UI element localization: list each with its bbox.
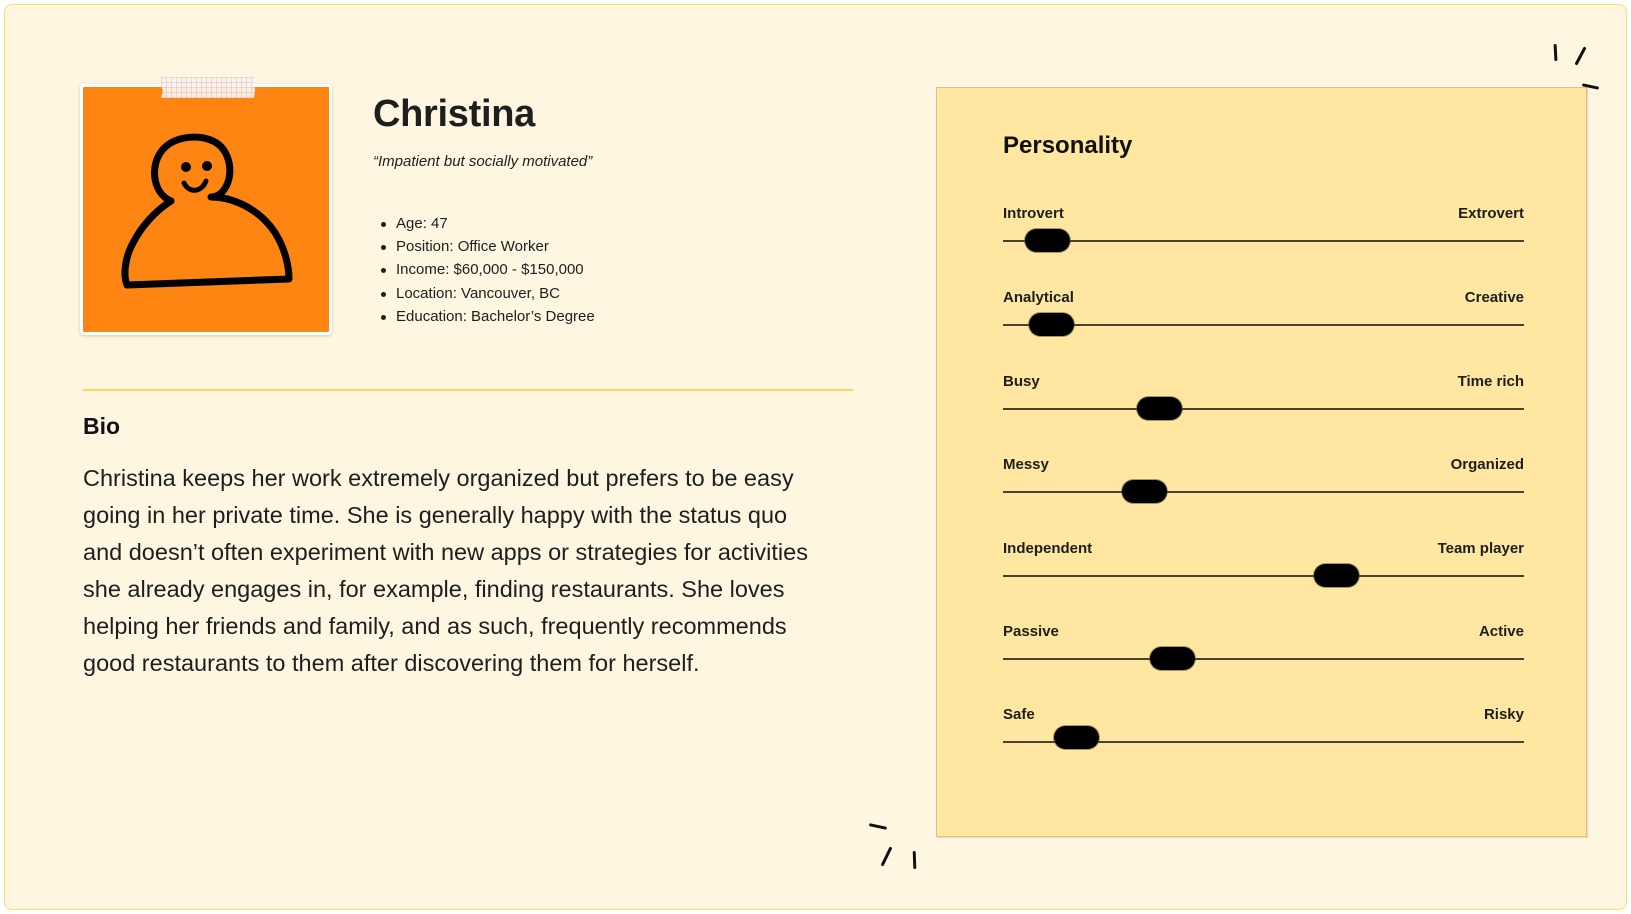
trait-right-label: Time rich: [1457, 373, 1524, 390]
trait-messy-organized: [1003, 456, 1524, 506]
persona-canvas: [4, 4, 1627, 910]
trait-right-label: Team player: [1437, 540, 1524, 557]
sparkle-stroke-icon: [1574, 46, 1586, 65]
section-divider: [83, 389, 853, 391]
persona-name: Christina: [373, 93, 535, 135]
fact-age: Age: 47: [379, 212, 595, 235]
trait-left-label: Independent: [1003, 540, 1093, 557]
slider-track[interactable]: [1003, 491, 1524, 493]
slider-track[interactable]: [1003, 240, 1524, 242]
hand-drawn-person-icon: [83, 87, 329, 332]
slider-knob[interactable]: [1122, 480, 1167, 503]
trait-right-label: Extrovert: [1458, 205, 1524, 222]
trait-left-label: Messy: [1003, 456, 1049, 473]
bullet-icon: [381, 245, 386, 250]
slider-track[interactable]: [1003, 408, 1524, 410]
slider-knob[interactable]: [1314, 564, 1359, 587]
trait-busy-timerich: [1003, 373, 1524, 423]
persona-quote: “Impatient but socially motivated”: [373, 153, 593, 170]
personality-card: [936, 87, 1587, 837]
bio-text: Christina keeps her work extremely organized but prefers to be easy going in her private time. She is generally happy with the status quo and doesn’t often experiment with new apps or strategies for activities she already engages in, for example, finding restaurants. She loves helping her friends and family, and as such, frequently recommends good restaurants to them after discovering them for herself.: [83, 465, 808, 676]
sparkle-stroke-icon: [881, 846, 893, 866]
slider-track[interactable]: [1003, 658, 1524, 660]
slider-track[interactable]: [1003, 324, 1524, 326]
trait-left-label: Busy: [1003, 373, 1040, 390]
avatar: [83, 87, 329, 332]
sparkle-stroke-icon: [869, 823, 887, 830]
trait-passive-active: [1003, 623, 1524, 673]
sparkle-stroke-icon: [913, 851, 917, 869]
bullet-icon: [381, 222, 386, 227]
trait-left-label: Introvert: [1003, 205, 1064, 222]
fact-location: Location: Vancouver, BC: [379, 282, 595, 305]
trait-analytical-creative: [1003, 289, 1524, 339]
trait-right-label: Active: [1478, 623, 1524, 640]
bio-heading: Bio: [83, 413, 121, 439]
bullet-icon: [381, 315, 386, 320]
trait-right-label: Risky: [1483, 706, 1524, 723]
slider-knob[interactable]: [1054, 726, 1099, 749]
trait-left-label: Safe: [1003, 706, 1035, 723]
trait-introvert-extrovert: [1003, 205, 1524, 255]
personality-heading: Personality: [1003, 132, 1133, 159]
trait-right-label: Organized: [1450, 456, 1524, 473]
slider-knob[interactable]: [1025, 229, 1070, 252]
fact-education: Education: Bachelor’s Degree: [379, 305, 595, 328]
trait-left-label: Passive: [1003, 623, 1059, 640]
tape-decoration: [161, 77, 255, 98]
persona-photo: [80, 84, 332, 335]
slider-knob[interactable]: [1150, 647, 1195, 670]
bullet-icon: [381, 268, 386, 273]
sparkle-stroke-icon: [1554, 44, 1558, 61]
trait-right-label: Creative: [1464, 289, 1524, 306]
persona-facts-list: [379, 212, 595, 328]
trait-left-label: Analytical: [1003, 289, 1074, 306]
trait-safe-risky: [1003, 706, 1524, 756]
fact-income: Income: $60,000 - $150,000: [379, 258, 595, 281]
slider-track[interactable]: [1003, 575, 1524, 577]
slider-knob[interactable]: [1029, 313, 1074, 336]
fact-position: Position: Office Worker: [379, 235, 595, 258]
bullet-icon: [381, 292, 386, 297]
slider-knob[interactable]: [1137, 397, 1182, 420]
trait-independent-teamplayer: [1003, 540, 1524, 590]
